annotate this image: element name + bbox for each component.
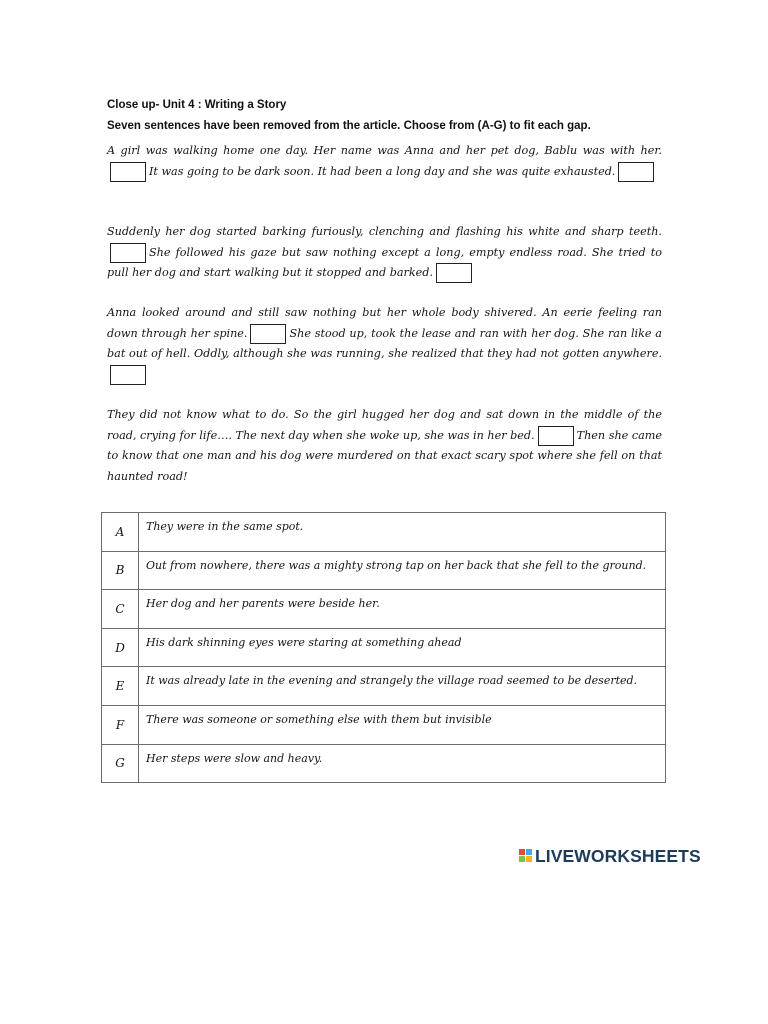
table-row (102, 628, 666, 667)
option-letter: E (102, 667, 139, 706)
option-letter: C (102, 590, 139, 629)
story-paragraph-2 (107, 222, 662, 284)
option-text: Her steps were slow and heavy. (139, 744, 666, 783)
option-letter: A (102, 513, 139, 552)
answer-gap-1[interactable] (110, 162, 146, 182)
answer-gap-2[interactable] (618, 162, 654, 182)
option-text: Out from nowhere, there was a mighty strong tap on her back that she fell to the ground. (139, 551, 666, 590)
story-paragraph-1 (107, 141, 662, 182)
option-letter: D (102, 628, 139, 667)
answer-gap-4[interactable] (436, 263, 472, 283)
option-text: Her dog and her parents were beside her. (139, 590, 666, 629)
story-text: She stood up, took the lease and ran with her dog. She ran like a bat out of hell. Oddly, although she was running, she realized that they had not gotten anywhere. (107, 326, 662, 360)
option-letter: G (102, 744, 139, 783)
answer-gap-6[interactable] (110, 365, 146, 385)
option-text: They were in the same spot. (139, 513, 666, 552)
table-row (102, 705, 666, 744)
option-text: His dark shinning eyes were staring at something ahead (139, 628, 666, 667)
story-paragraph-3 (107, 303, 662, 385)
liveworksheets-logo-icon (519, 849, 533, 865)
option-letter: B (102, 551, 139, 590)
option-text: There was someone or something else with them but invisible (139, 705, 666, 744)
table-row (102, 590, 666, 629)
table-row (102, 513, 666, 552)
option-text: It was already late in the evening and strangely the village road seemed to be deserted. (139, 667, 666, 706)
story-text: Suddenly her dog started barking furiously, clenching and flashing his white and sharp teeth. (107, 225, 662, 238)
answer-gap-3[interactable] (110, 243, 146, 263)
story-text: Anna looked around and still saw nothing but her whole body shivered. An eerie feeling ran down through her spine. (107, 306, 662, 340)
table-row (102, 551, 666, 590)
table-row (102, 667, 666, 706)
story-text: Then she came to know that one man and his dog were murdered on that exact scary spot where she fell on that haunted road! (107, 428, 663, 483)
story-text: She followed his gaze but saw nothing except a long, empty endless road. She tried to pull her dog and start walking but it stopped and barked. (107, 245, 662, 279)
options-table (101, 512, 666, 783)
answer-gap-7[interactable] (538, 426, 574, 446)
answer-gap-5[interactable] (250, 324, 286, 344)
story-text: A girl was walking home one day. Her name was Anna and her pet dog, Bablu was with her. (107, 144, 662, 157)
story-paragraph-4 (107, 405, 662, 487)
table-row (102, 744, 666, 783)
instruction-text: Seven sentences have been removed from the article. Choose from (A-G) to fit each gap. (107, 120, 591, 132)
story-text: They did not know what to do. So the girl hugged her dog and sat down in the middle of the road, crying for life…. The next day when she woke up, she was in her bed. (107, 408, 662, 442)
page-title: Close up- Unit 4 : Writing a Story (107, 99, 287, 111)
brand-name: LIVEWORKSHEETS (535, 846, 701, 866)
story-text: It was going to be dark soon. It had been a long day and she was quite exhausted. (149, 164, 616, 178)
liveworksheets-logo (519, 846, 701, 867)
option-letter: F (102, 705, 139, 744)
